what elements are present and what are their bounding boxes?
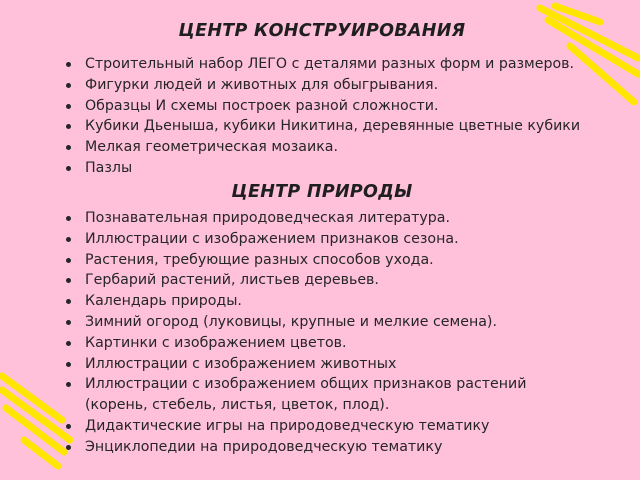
list-item: Календарь природы.: [64, 291, 624, 312]
list-item: Растения, требующие разных способов ухода.: [64, 250, 624, 271]
construction-center-list: [64, 54, 624, 179]
list-item: Гербарий растений, листьев деревьев.: [64, 270, 624, 291]
list-item-two-line: [64, 374, 624, 416]
list-item-continuation: (корень, стебель, листья, цветок, плод).: [85, 397, 390, 414]
list-item: Образцы И схемы построек разной сложности.: [64, 96, 624, 117]
section-title-nature: ЦЕНТР ПРИРОДЫ: [231, 182, 413, 202]
bottom-left-brush-stroke: [2, 376, 70, 466]
nature-center-list: [64, 208, 624, 458]
list-item: Зимний огород (луковицы, крупные и мелкие семена).: [64, 312, 624, 333]
list-item: Дидактические игры на природоведческую тематику: [64, 416, 624, 437]
bottom-left-stroke-4: [24, 440, 58, 466]
list-item: Иллюстрации с изображением животных: [64, 354, 624, 375]
list-item: Познавательная природоведческая литература.: [64, 208, 624, 229]
list-item: Мелкая геометрическая мозаика.: [64, 137, 624, 158]
section-title-construction: ЦЕНТР КОНСТРУИРОВАНИЯ: [178, 21, 466, 41]
list-item: Пазлы: [64, 158, 624, 179]
bottom-left-stroke-2: [2, 390, 70, 440]
list-item: Картинки с изображением цветов.: [64, 333, 624, 354]
list-item: Строительный набор ЛЕГО с деталями разных форм и размеров.: [64, 54, 624, 75]
list-item-text: Иллюстрации с изображением общих признаков растений: [85, 376, 527, 393]
top-right-stroke-4: [555, 6, 600, 22]
list-item: Энциклопедии на природоведческую тематику: [64, 437, 624, 458]
list-item: Иллюстрации с изображением признаков сезона.: [64, 229, 624, 250]
list-item: Фигурки людей и животных для обыгрывания.: [64, 75, 624, 96]
list-item: Кубики Дьеныша, кубики Никитина, деревянные цветные кубики: [64, 116, 624, 137]
bottom-left-stroke-1: [2, 376, 62, 420]
bottom-left-stroke-3: [6, 408, 64, 452]
